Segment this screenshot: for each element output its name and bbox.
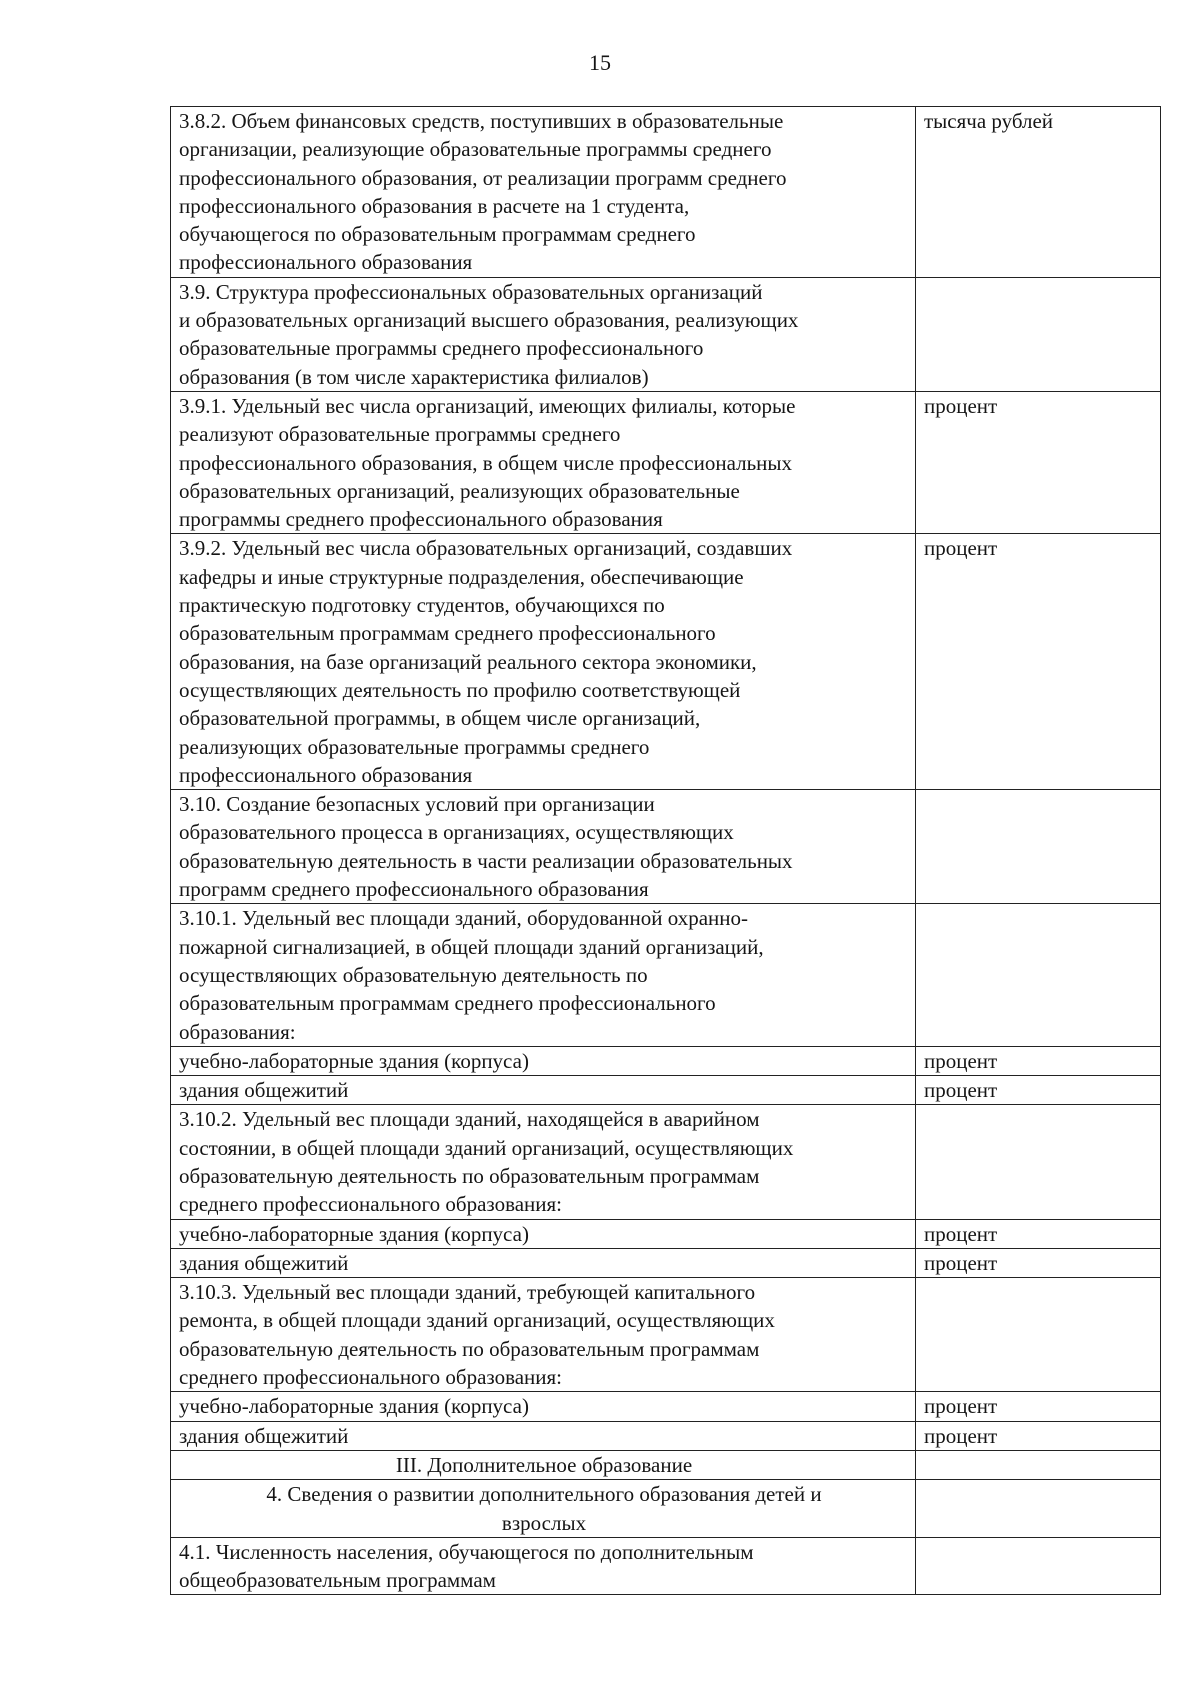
indicator-name-cell: 3.9. Структура профессиональных образовательных организаций и образовательных организаций высшего образования, реализующих образовательные программы среднего профессионального образования (в том числе характеристика филиалов) bbox=[171, 277, 916, 391]
unit-cell: процент bbox=[916, 534, 1161, 790]
unit-cell: процент bbox=[916, 1421, 1161, 1450]
unit-cell bbox=[916, 790, 1161, 904]
indicator-name-cell: здания общежитий bbox=[171, 1421, 916, 1450]
table-row bbox=[171, 534, 1161, 790]
indicators-table bbox=[170, 106, 1161, 1595]
unit-cell bbox=[916, 277, 1161, 391]
unit-cell bbox=[916, 1278, 1161, 1392]
table-row bbox=[171, 1537, 1161, 1595]
unit-cell: процент bbox=[916, 1248, 1161, 1277]
indicator-name-cell: учебно-лабораторные здания (корпуса) bbox=[171, 1392, 916, 1421]
table-row bbox=[171, 790, 1161, 904]
indicator-name-cell: 3.10.1. Удельный вес площади зданий, оборудованной охранно- пожарной сигнализацией, в общей площади зданий организаций, осуществляющих образовательную деятельность по образовательным программам среднего профессионального образования: bbox=[171, 904, 916, 1046]
table-row bbox=[171, 1480, 1161, 1538]
indicator-name-cell: 4. Сведения о развитии дополнительного образования детей и взрослых bbox=[171, 1480, 916, 1538]
indicator-name-cell: 3.10.2. Удельный вес площади зданий, находящейся в аварийном состоянии, в общей площади зданий организаций, осуществляющих образовательную деятельность по образовательным программам среднего профессионального образования: bbox=[171, 1105, 916, 1219]
unit-cell bbox=[916, 904, 1161, 1046]
indicators-table-body bbox=[171, 107, 1161, 1595]
indicator-name-cell: здания общежитий bbox=[171, 1076, 916, 1105]
table-row bbox=[171, 1219, 1161, 1248]
table-row bbox=[171, 904, 1161, 1046]
unit-cell: тысяча рублей bbox=[916, 107, 1161, 278]
indicator-name-cell: 3.10.3. Удельный вес площади зданий, требующей капитального ремонта, в общей площади зданий организаций, осуществляющих образовательную деятельность по образовательным программам среднего профессионального образования: bbox=[171, 1278, 916, 1392]
table-row bbox=[171, 1450, 1161, 1479]
table-row bbox=[171, 391, 1161, 533]
table-row bbox=[171, 277, 1161, 391]
unit-cell: процент bbox=[916, 391, 1161, 533]
unit-cell bbox=[916, 1450, 1161, 1479]
table-row bbox=[171, 1278, 1161, 1392]
indicator-name-cell: здания общежитий bbox=[171, 1248, 916, 1277]
indicator-name-cell: 3.8.2. Объем финансовых средств, поступивших в образовательные организации, реализующие образовательные программы среднего профессионального образования, от реализации программ среднего профессионального образования в расчете на 1 студента, обучающегося по образовательным программам среднего профессионального образования bbox=[171, 107, 916, 278]
table-row bbox=[171, 107, 1161, 278]
unit-cell bbox=[916, 1105, 1161, 1219]
table-row bbox=[171, 1421, 1161, 1450]
unit-cell: процент bbox=[916, 1046, 1161, 1075]
indicator-name-cell: 3.9.1. Удельный вес числа организаций, имеющих филиалы, которые реализуют образовательные программы среднего профессионального образования, в общем числе профессиональных образовательных организаций, реализующих образовательные программы среднего профессионального образования bbox=[171, 391, 916, 533]
table-row bbox=[171, 1105, 1161, 1219]
indicator-name-cell: учебно-лабораторные здания (корпуса) bbox=[171, 1219, 916, 1248]
table-row bbox=[171, 1076, 1161, 1105]
table-row bbox=[171, 1392, 1161, 1421]
indicator-name-cell: 3.10. Создание безопасных условий при организации образовательного процесса в организациях, осуществляющих образовательную деятельность в части реализации образовательных программ среднего профессионального образования bbox=[171, 790, 916, 904]
unit-cell: процент bbox=[916, 1219, 1161, 1248]
table-row bbox=[171, 1248, 1161, 1277]
indicator-name-cell: учебно-лабораторные здания (корпуса) bbox=[171, 1046, 916, 1075]
unit-cell: процент bbox=[916, 1392, 1161, 1421]
indicator-name-cell: 3.9.2. Удельный вес числа образовательных организаций, создавших кафедры и иные структурные подразделения, обеспечивающие практическую подготовку студентов, обучающихся по образовательным программам среднего профессионального образования, на базе организаций реального сектора экономики, осуществляющих деятельность по профилю соответствующей образовательной программы, в общем числе организаций, реализующих образовательные программы среднего профессионального образования bbox=[171, 534, 916, 790]
unit-cell bbox=[916, 1537, 1161, 1595]
unit-cell: процент bbox=[916, 1076, 1161, 1105]
table-row bbox=[171, 1046, 1161, 1075]
indicator-name-cell: III. Дополнительное образование bbox=[171, 1450, 916, 1479]
page-number: 15 bbox=[589, 50, 611, 75]
unit-cell bbox=[916, 1480, 1161, 1538]
indicator-name-cell: 4.1. Численность населения, обучающегося по дополнительным общеобразовательным программам bbox=[171, 1537, 916, 1595]
